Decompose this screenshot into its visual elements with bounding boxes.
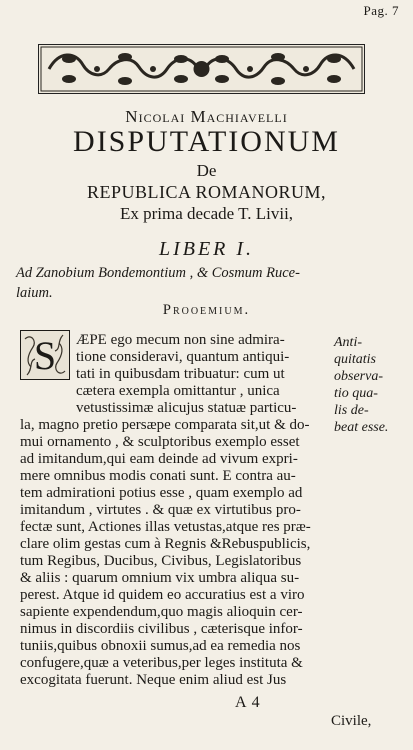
text-line: imitandum , virtutes . & quæ ex virtutibus pro- (20, 502, 301, 518)
book-heading: LIBER I. (158, 238, 255, 260)
signature-mark: A 4 (235, 694, 261, 711)
text-line: cætera exempla omittantur , unica (76, 383, 280, 399)
text-line: tuniis,quibus obnoxii sumus,ad ea remedia nos (20, 638, 301, 654)
text-line: nimus in discordiis civilibus , cæterisque infor- (20, 621, 303, 637)
text-line: perest. Atque id quidem eo accuratius est a viro (20, 587, 305, 603)
margin-note-line: observa- (334, 369, 383, 384)
margin-note-line: beat esse. (334, 420, 389, 435)
dedication-line: laium. (16, 285, 53, 301)
text-line: fectæ sunt, Actiones illas vetustas,atque res præ- (20, 519, 311, 535)
text-line: confugere,quæ a veteribus,per leges instituta & (20, 655, 303, 671)
text-line: vetustissimæ alicujus statuæ particu- (76, 400, 297, 416)
headpiece-ornament (38, 44, 365, 94)
margin-note-line: lis de- (334, 403, 369, 418)
text-line: tum Regibus, Ducibus, Civibus, Legislatoribus (20, 553, 302, 569)
text-line: sapiente expendendum,quo magis alioquin cer- (20, 604, 303, 620)
margin-note-line: Anti- (334, 335, 362, 350)
text-line: clare olim gestas cum à Regnis &Rebuspublicis, (20, 536, 311, 552)
text-line: tione consideravi, quantum antiqui- (76, 349, 290, 365)
text-line: la, magno pretio persæpe comparata sit,ut & do- (20, 417, 310, 433)
text-line: ÆPE ego mecum non sine admira- (76, 332, 285, 348)
title-source: Ex prima decade T. Livii, (119, 204, 294, 223)
margin-note-line: tio qua- (334, 386, 378, 401)
author-line: Nicolai Machiavelli (125, 107, 288, 126)
text-line: ad imitandum,qui eam deinde ad vivum expri- (20, 451, 298, 467)
text-line: mere omnibus modis conati sunt. E contra au- (20, 468, 296, 484)
catchword: Civile, (331, 713, 372, 729)
dedication (16, 263, 398, 303)
text-line: tati in quibusdam tribuatur: cum ut (76, 366, 285, 382)
text-line: tem admirationi potius esse , quam exemplo ad (20, 485, 303, 501)
text-line: & aliis : quarum omnium vix umbra aliqua su- (20, 570, 300, 586)
dedication-line: Ad Zanobium Bondemontium , & Cosmum Ruce- (16, 265, 300, 281)
decorated-initial (20, 330, 70, 380)
page-number: Pag. 7 (363, 3, 399, 18)
text-line: excogitata fuerunt. Neque enim aliud est Jus (20, 672, 287, 688)
text-line: mui ornamento , & sculptoribus exemplo esset (20, 434, 300, 450)
main-title: DISPUTATIONUM (73, 125, 340, 158)
title-de: De (196, 161, 217, 180)
title-republica: REPUBLICA ROMANORUM, (86, 182, 327, 202)
margin-note (334, 334, 410, 436)
proemium-heading: Prooemium. (162, 302, 251, 318)
dropcap-letter: S (33, 333, 57, 378)
margin-note-line: quitatis (334, 352, 377, 367)
